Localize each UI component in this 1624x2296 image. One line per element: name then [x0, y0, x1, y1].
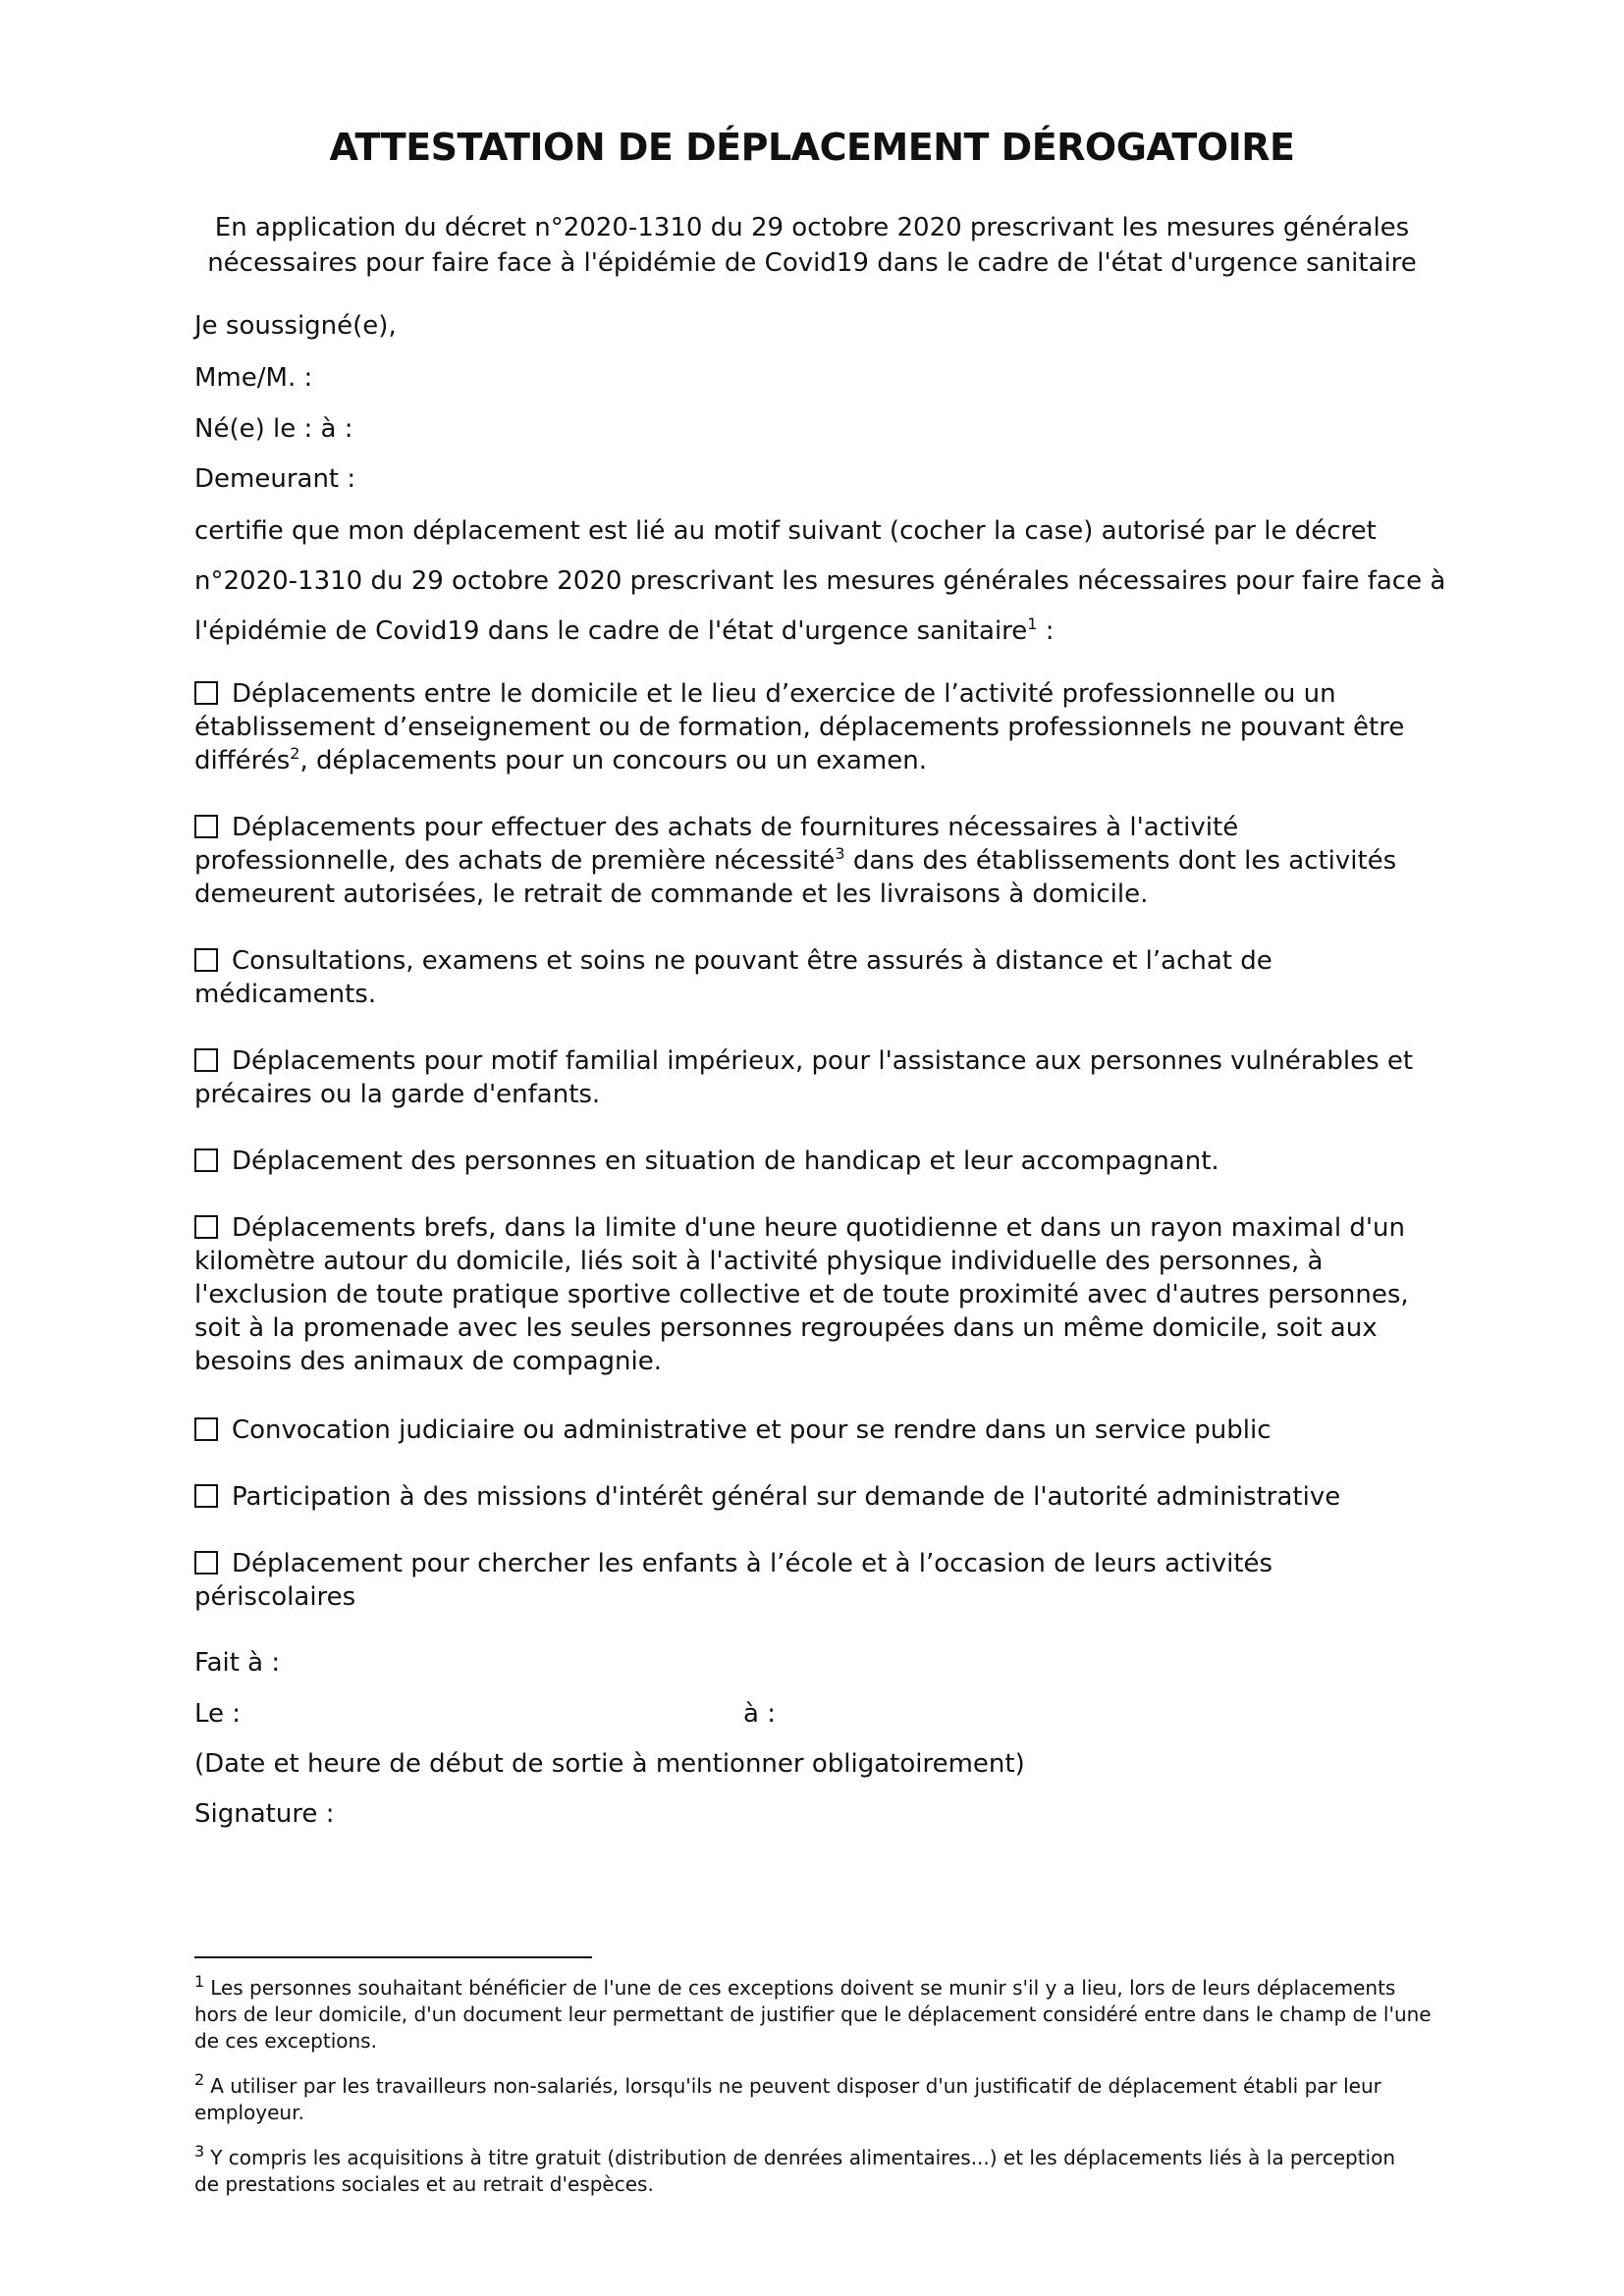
subtitle-line-2: nécessaires pour faire face à l'épidémie de Covid19 dans le cadre de l'état d'urgence sanitaire [207, 248, 1417, 278]
option-missions-line-1: Participation à des missions d'intérêt général sur demande de l'autorité administrative [232, 1482, 1341, 1512]
birth-field-label: Né(e) le : à : [194, 414, 353, 444]
option-exercise-line-3: l'exclusion de toute pratique sportive collective et de toute proximité avec d'autres personnes, [194, 1280, 1409, 1309]
certify-paragraph [194, 507, 1446, 657]
certify-line-3-end: : [1037, 616, 1055, 646]
fait-a-label: Fait à : [194, 1648, 281, 1678]
footnote-ref-3: 3 [835, 844, 845, 863]
footnote-2-line-2: employeur. [194, 2101, 304, 2124]
option-missions [194, 1480, 1446, 1514]
checkbox-handicap[interactable] [194, 1148, 218, 1172]
footnote-1-number: 1 [194, 1972, 205, 1991]
address-field-label: Demeurant : [194, 464, 356, 494]
option-shopping-line-2-tail: dans des établissements dont les activités [844, 846, 1397, 876]
certify-line-1: certifie que mon déplacement est lié au motif suivant (cocher la case) autorisé par le décret [194, 516, 1377, 546]
option-exercise [194, 1211, 1446, 1378]
option-children [194, 1547, 1446, 1614]
checkbox-children[interactable] [194, 1551, 218, 1575]
option-shopping-line-2: professionnelle, des achats de première nécessité [194, 846, 836, 876]
checkbox-convocation[interactable] [194, 1417, 218, 1441]
option-exercise-line-1: Déplacements brefs, dans la limite d'une heure quotidienne et dans un rayon maximal d'un [232, 1213, 1405, 1243]
option-work-line-2: établissement d’enseignement ou de formation, déplacements professionnels ne pouvant être [194, 713, 1405, 742]
checkbox-work[interactable] [194, 681, 218, 705]
option-handicap [194, 1145, 1446, 1178]
option-handicap-line-1: Déplacement des personnes en situation de handicap et leur accompagnant. [232, 1147, 1219, 1176]
option-children-line-2: périscolaires [194, 1582, 356, 1612]
date-time-note: (Date et heure de début de sortie à mentionner obligatoirement) [194, 1749, 1025, 1779]
checkbox-missions[interactable] [194, 1484, 218, 1508]
footnote-2 [194, 2070, 1446, 2126]
footnote-ref-1: 1 [1027, 614, 1038, 633]
option-convocation [194, 1414, 1446, 1447]
option-work [194, 677, 1446, 777]
option-health [194, 944, 1446, 1011]
option-family-line-1: Déplacements pour motif familial impérieux, pour l'assistance aux personnes vulnérables et [232, 1046, 1414, 1076]
option-work-line-1: Déplacements entre le domicile et le lieu d’exercice de l’activité professionnelle ou un [232, 679, 1336, 709]
option-children-line-1: Déplacement pour chercher les enfants à l’école et à l’occasion de leurs activités [232, 1549, 1273, 1578]
document-subtitle [177, 210, 1447, 281]
subtitle-line-1: En application du décret n°2020-1310 du 29 octobre 2020 prescrivant les mesures générales [214, 213, 1410, 242]
soussigne-label: Je soussigné(e), [194, 311, 397, 341]
footnote-1-line-1: Les personnes souhaitant bénéficier de l'une de ces exceptions doivent se munir s'il y a lieu, lors de leurs déplacements [210, 1976, 1396, 2000]
checkbox-family[interactable] [194, 1048, 218, 1072]
footnote-1-line-2: hors de leur domicile, d'un document leur permettant de justifier que le déplacement considéré entre dans le champ de l'une [194, 2002, 1432, 2026]
option-work-tail: , déplacements pour un concours ou un examen. [299, 746, 927, 775]
footnote-2-number: 2 [194, 2070, 205, 2089]
option-convocation-line-1: Convocation judiciaire ou administrative et pour se rendre dans un service public [232, 1415, 1272, 1445]
certify-line-2: n°2020-1310 du 29 octobre 2020 prescrivant les mesures générales nécessaires pour faire face à [194, 566, 1446, 596]
checkbox-exercise[interactable] [194, 1215, 218, 1239]
footnote-3-line-2: de prestations sociales et au retrait d'espèces. [194, 2172, 654, 2196]
certify-line-3: l'épidémie de Covid19 dans le cadre de l'état d'urgence sanitaire [194, 616, 1028, 646]
option-shopping-line-3: demeurent autorisées, le retrait de commande et les livraisons à domicile. [194, 880, 1149, 909]
footnote-2-line-1: A utiliser par les travailleurs non-salariés, lorsqu'ils ne peuvent disposer d'un justificatif de déplacement établi par leur [210, 2074, 1381, 2098]
option-exercise-line-4: soit à la promenade avec les seules personnes regroupées dans un même domicile, soit aux [194, 1313, 1378, 1343]
signature-label: Signature : [194, 1799, 335, 1829]
option-family [194, 1044, 1446, 1111]
footnote-3 [194, 2142, 1446, 2198]
footnote-1-line-3: de ces exceptions. [194, 2029, 377, 2053]
option-health-line-2: médicaments. [194, 980, 377, 1009]
option-exercise-line-5: besoins des animaux de compagnie. [194, 1347, 662, 1376]
document-title: ATTESTATION DE DÉPLACEMENT DÉROGATOIRE [329, 126, 1295, 169]
footnote-ref-2: 2 [290, 744, 300, 763]
option-health-line-1: Consultations, examens et soins ne pouvant être assurés à distance et l’achat de [232, 946, 1272, 976]
checkbox-shopping[interactable] [194, 815, 218, 838]
option-exercise-line-2: kilomètre autour du domicile, liés soit à l'activité physique individuelle des personnes, à [194, 1247, 1324, 1276]
name-field-label: Mme/M. : [194, 363, 313, 393]
time-label: à : [743, 1699, 776, 1729]
date-label: Le : [194, 1699, 242, 1729]
option-shopping [194, 811, 1446, 911]
option-shopping-line-1: Déplacements pour effectuer des achats de fournitures nécessaires à l'activité [232, 813, 1239, 842]
option-work-line-3: différés [194, 746, 291, 775]
footnote-1 [194, 1972, 1446, 2055]
footnote-3-number: 3 [194, 2142, 205, 2161]
checkbox-health[interactable] [194, 948, 218, 972]
footnote-divider [194, 1956, 592, 1958]
option-family-line-2: précaires ou la garde d'enfants. [194, 1080, 601, 1109]
footnote-3-line-1: Y compris les acquisitions à titre gratuit (distribution de denrées alimentaires...) et les déplacements liés à la perception [210, 2146, 1396, 2169]
